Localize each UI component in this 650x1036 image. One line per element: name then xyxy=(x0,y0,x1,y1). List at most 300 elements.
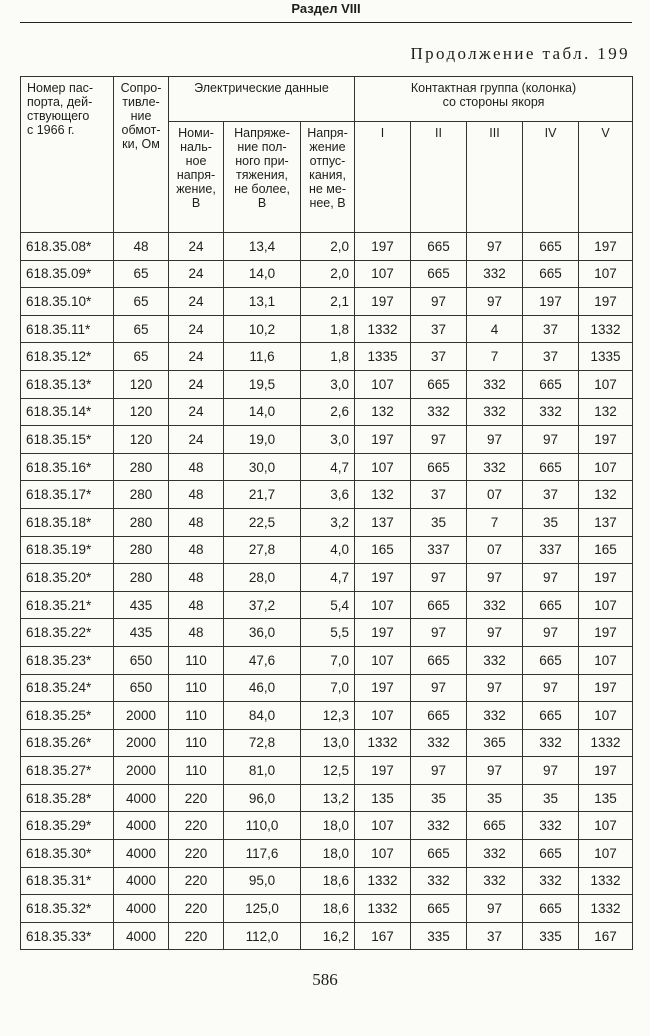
cell-nominal-voltage: 24 xyxy=(169,398,224,426)
cell-contact-4: 665 xyxy=(523,370,579,398)
cell-contact-1: 197 xyxy=(355,288,411,316)
cell-nominal-voltage: 110 xyxy=(169,757,224,785)
cell-contact-3: 332 xyxy=(467,591,523,619)
cell-contact-3: 97 xyxy=(467,674,523,702)
cell-pull-in-voltage: 36,0 xyxy=(224,619,301,647)
cell-pull-in-voltage: 47,6 xyxy=(224,646,301,674)
cell-contact-5: 107 xyxy=(579,370,633,398)
cell-pull-in-voltage: 81,0 xyxy=(224,757,301,785)
cell-contact-4: 37 xyxy=(523,481,579,509)
cell-contact-5: 165 xyxy=(579,536,633,564)
cell-resistance: 48 xyxy=(114,233,169,261)
table-row xyxy=(21,343,633,371)
cell-nominal-voltage: 220 xyxy=(169,784,224,812)
cell-nominal-voltage: 48 xyxy=(169,453,224,481)
cell-release-voltage: 4,7 xyxy=(301,453,355,481)
cell-resistance: 4000 xyxy=(114,922,169,950)
cell-contact-4: 665 xyxy=(523,453,579,481)
cell-pull-in-voltage: 28,0 xyxy=(224,564,301,592)
cell-resistance: 2000 xyxy=(114,757,169,785)
cell-contact-1: 197 xyxy=(355,233,411,261)
cell-release-voltage: 2,0 xyxy=(301,233,355,261)
cell-nominal-voltage: 220 xyxy=(169,867,224,895)
cell-pull-in-voltage: 10,2 xyxy=(224,315,301,343)
cell-contact-5: 135 xyxy=(579,784,633,812)
table-row xyxy=(21,481,633,509)
cell-release-voltage: 18,0 xyxy=(301,840,355,868)
header-contact-column-5: V xyxy=(579,122,633,233)
cell-contact-2: 97 xyxy=(411,619,467,647)
cell-contact-4: 665 xyxy=(523,260,579,288)
cell-contact-2: 665 xyxy=(411,370,467,398)
table-row xyxy=(21,453,633,481)
cell-contact-3: 7 xyxy=(467,508,523,536)
cell-contact-2: 97 xyxy=(411,426,467,454)
cell-contact-2: 37 xyxy=(411,481,467,509)
cell-contact-1: 167 xyxy=(355,922,411,950)
table-row xyxy=(21,370,633,398)
cell-pull-in-voltage: 46,0 xyxy=(224,674,301,702)
cell-nominal-voltage: 220 xyxy=(169,840,224,868)
cell-contact-5: 107 xyxy=(579,260,633,288)
cell-contact-3: 365 xyxy=(467,729,523,757)
cell-contact-3: 37 xyxy=(467,922,523,950)
cell-passport-number: 618.35.22* xyxy=(21,619,114,647)
cell-pull-in-voltage: 95,0 xyxy=(224,867,301,895)
cell-contact-3: 332 xyxy=(467,646,523,674)
cell-contact-5: 197 xyxy=(579,426,633,454)
cell-resistance: 65 xyxy=(114,343,169,371)
cell-release-voltage: 3,0 xyxy=(301,426,355,454)
cell-contact-4: 197 xyxy=(523,288,579,316)
cell-resistance: 4000 xyxy=(114,840,169,868)
table-row xyxy=(21,729,633,757)
cell-passport-number: 618.35.13* xyxy=(21,370,114,398)
cell-pull-in-voltage: 37,2 xyxy=(224,591,301,619)
header-winding-resistance: Сопро- тивле- ние обмот- ки, Ом xyxy=(114,77,169,233)
cell-pull-in-voltage: 21,7 xyxy=(224,481,301,509)
cell-release-voltage: 2,0 xyxy=(301,260,355,288)
cell-release-voltage: 1,8 xyxy=(301,315,355,343)
table-row xyxy=(21,812,633,840)
header-passport-number: Номер пас- порта, дей- ствующего с 1966 г. xyxy=(21,77,114,233)
cell-resistance: 650 xyxy=(114,674,169,702)
cell-contact-1: 107 xyxy=(355,453,411,481)
cell-passport-number: 618.35.21* xyxy=(21,591,114,619)
cell-contact-3: 332 xyxy=(467,260,523,288)
cell-contact-1: 197 xyxy=(355,564,411,592)
cell-nominal-voltage: 110 xyxy=(169,729,224,757)
table-row xyxy=(21,426,633,454)
cell-passport-number: 618.35.28* xyxy=(21,784,114,812)
cell-contact-5: 132 xyxy=(579,481,633,509)
header-contact-column-1: I xyxy=(355,122,411,233)
cell-nominal-voltage: 24 xyxy=(169,260,224,288)
table-row xyxy=(21,564,633,592)
cell-contact-5: 1332 xyxy=(579,315,633,343)
table-row xyxy=(21,315,633,343)
cell-resistance: 2000 xyxy=(114,729,169,757)
cell-contact-5: 197 xyxy=(579,564,633,592)
cell-contact-1: 107 xyxy=(355,702,411,730)
cell-nominal-voltage: 220 xyxy=(169,812,224,840)
cell-resistance: 65 xyxy=(114,260,169,288)
table-row xyxy=(21,840,633,868)
cell-passport-number: 618.35.11* xyxy=(21,315,114,343)
cell-nominal-voltage: 48 xyxy=(169,536,224,564)
cell-contact-2: 665 xyxy=(411,233,467,261)
cell-contact-3: 332 xyxy=(467,702,523,730)
cell-passport-number: 618.35.23* xyxy=(21,646,114,674)
cell-passport-number: 618.35.24* xyxy=(21,674,114,702)
cell-contact-1: 132 xyxy=(355,398,411,426)
cell-contact-3: 97 xyxy=(467,233,523,261)
cell-contact-2: 665 xyxy=(411,702,467,730)
cell-contact-3: 7 xyxy=(467,343,523,371)
cell-nominal-voltage: 220 xyxy=(169,895,224,923)
cell-contact-1: 107 xyxy=(355,840,411,868)
cell-contact-3: 332 xyxy=(467,453,523,481)
cell-contact-4: 665 xyxy=(523,840,579,868)
cell-contact-2: 665 xyxy=(411,895,467,923)
page-number: 586 xyxy=(312,970,338,989)
table-row xyxy=(21,702,633,730)
cell-release-voltage: 18,6 xyxy=(301,867,355,895)
cell-passport-number: 618.35.12* xyxy=(21,343,114,371)
cell-pull-in-voltage: 19,0 xyxy=(224,426,301,454)
cell-resistance: 2000 xyxy=(114,702,169,730)
cell-contact-1: 197 xyxy=(355,619,411,647)
table-row xyxy=(21,674,633,702)
cell-nominal-voltage: 24 xyxy=(169,343,224,371)
cell-contact-4: 97 xyxy=(523,619,579,647)
cell-resistance: 120 xyxy=(114,370,169,398)
cell-nominal-voltage: 48 xyxy=(169,564,224,592)
cell-contact-3: 97 xyxy=(467,564,523,592)
cell-contact-2: 97 xyxy=(411,757,467,785)
header-nominal-voltage: Номи- наль- ное напря- жение, В xyxy=(169,122,224,233)
cell-contact-1: 197 xyxy=(355,757,411,785)
cell-release-voltage: 7,0 xyxy=(301,646,355,674)
cell-nominal-voltage: 48 xyxy=(169,481,224,509)
cell-release-voltage: 2,6 xyxy=(301,398,355,426)
cell-nominal-voltage: 220 xyxy=(169,922,224,950)
cell-passport-number: 618.35.14* xyxy=(21,398,114,426)
cell-passport-number: 618.35.08* xyxy=(21,233,114,261)
cell-contact-3: 07 xyxy=(467,536,523,564)
table-row xyxy=(21,646,633,674)
cell-pull-in-voltage: 14,0 xyxy=(224,398,301,426)
table-row xyxy=(21,233,633,261)
cell-contact-3: 97 xyxy=(467,619,523,647)
cell-release-voltage: 13,2 xyxy=(301,784,355,812)
cell-resistance: 4000 xyxy=(114,784,169,812)
cell-contact-2: 332 xyxy=(411,398,467,426)
table-row xyxy=(21,288,633,316)
cell-passport-number: 618.35.15* xyxy=(21,426,114,454)
header-contact-column-3: III xyxy=(467,122,523,233)
cell-resistance: 650 xyxy=(114,646,169,674)
cell-contact-5: 132 xyxy=(579,398,633,426)
cell-contact-4: 97 xyxy=(523,564,579,592)
cell-pull-in-voltage: 13,4 xyxy=(224,233,301,261)
cell-nominal-voltage: 110 xyxy=(169,674,224,702)
cell-release-voltage: 3,6 xyxy=(301,481,355,509)
cell-contact-4: 665 xyxy=(523,895,579,923)
cell-contact-4: 37 xyxy=(523,343,579,371)
cell-contact-1: 132 xyxy=(355,481,411,509)
cell-contact-2: 37 xyxy=(411,315,467,343)
header-release-voltage: Напря- жение отпус- кания, не ме- нее, В xyxy=(301,122,355,233)
cell-pull-in-voltage: 117,6 xyxy=(224,840,301,868)
cell-passport-number: 618.35.19* xyxy=(21,536,114,564)
cell-release-voltage: 12,3 xyxy=(301,702,355,730)
section-header xyxy=(20,0,632,23)
cell-contact-3: 665 xyxy=(467,812,523,840)
cell-contact-1: 197 xyxy=(355,674,411,702)
cell-contact-1: 107 xyxy=(355,646,411,674)
table-row xyxy=(21,591,633,619)
cell-passport-number: 618.35.18* xyxy=(21,508,114,536)
cell-release-voltage: 3,0 xyxy=(301,370,355,398)
cell-resistance: 280 xyxy=(114,564,169,592)
cell-contact-5: 167 xyxy=(579,922,633,950)
table-row xyxy=(21,398,633,426)
cell-contact-1: 107 xyxy=(355,591,411,619)
cell-nominal-voltage: 24 xyxy=(169,426,224,454)
cell-pull-in-voltage: 112,0 xyxy=(224,922,301,950)
cell-contact-4: 665 xyxy=(523,646,579,674)
cell-contact-2: 665 xyxy=(411,840,467,868)
cell-nominal-voltage: 24 xyxy=(169,315,224,343)
cell-passport-number: 618.35.29* xyxy=(21,812,114,840)
header-contact-column-4: IV xyxy=(523,122,579,233)
cell-contact-2: 337 xyxy=(411,536,467,564)
cell-contact-3: 97 xyxy=(467,288,523,316)
table-row xyxy=(21,922,633,950)
cell-nominal-voltage: 24 xyxy=(169,288,224,316)
cell-contact-5: 107 xyxy=(579,702,633,730)
cell-contact-4: 335 xyxy=(523,922,579,950)
cell-contact-3: 97 xyxy=(467,757,523,785)
cell-nominal-voltage: 110 xyxy=(169,646,224,674)
header-electrical-data: Электрические данные xyxy=(169,77,355,122)
cell-contact-3: 332 xyxy=(467,370,523,398)
cell-contact-5: 1332 xyxy=(579,895,633,923)
cell-contact-2: 97 xyxy=(411,564,467,592)
cell-contact-5: 1332 xyxy=(579,729,633,757)
cell-contact-2: 332 xyxy=(411,812,467,840)
cell-contact-1: 107 xyxy=(355,260,411,288)
cell-nominal-voltage: 48 xyxy=(169,508,224,536)
cell-contact-4: 665 xyxy=(523,233,579,261)
cell-release-voltage: 18,6 xyxy=(301,895,355,923)
table-row xyxy=(21,784,633,812)
cell-nominal-voltage: 24 xyxy=(169,370,224,398)
cell-release-voltage: 13,0 xyxy=(301,729,355,757)
cell-resistance: 4000 xyxy=(114,895,169,923)
cell-pull-in-voltage: 96,0 xyxy=(224,784,301,812)
cell-contact-1: 1332 xyxy=(355,867,411,895)
cell-contact-5: 197 xyxy=(579,757,633,785)
cell-nominal-voltage: 110 xyxy=(169,702,224,730)
cell-release-voltage: 4,0 xyxy=(301,536,355,564)
cell-contact-4: 665 xyxy=(523,591,579,619)
cell-resistance: 280 xyxy=(114,536,169,564)
cell-contact-5: 197 xyxy=(579,288,633,316)
cell-contact-2: 665 xyxy=(411,591,467,619)
table-row xyxy=(21,757,633,785)
cell-contact-3: 97 xyxy=(467,895,523,923)
cell-release-voltage: 1,8 xyxy=(301,343,355,371)
cell-passport-number: 618.35.20* xyxy=(21,564,114,592)
cell-contact-3: 4 xyxy=(467,315,523,343)
cell-resistance: 435 xyxy=(114,619,169,647)
cell-nominal-voltage: 24 xyxy=(169,233,224,261)
cell-contact-4: 37 xyxy=(523,315,579,343)
cell-contact-2: 37 xyxy=(411,343,467,371)
cell-pull-in-voltage: 22,5 xyxy=(224,508,301,536)
cell-contact-4: 332 xyxy=(523,812,579,840)
cell-contact-2: 335 xyxy=(411,922,467,950)
cell-contact-3: 07 xyxy=(467,481,523,509)
cell-contact-5: 1335 xyxy=(579,343,633,371)
header-contact-group: Контактная группа (колонка) со стороны якоря xyxy=(355,77,633,122)
cell-contact-3: 97 xyxy=(467,426,523,454)
cell-contact-2: 665 xyxy=(411,646,467,674)
cell-contact-5: 197 xyxy=(579,674,633,702)
cell-passport-number: 618.35.10* xyxy=(21,288,114,316)
cell-contact-1: 1332 xyxy=(355,895,411,923)
cell-release-voltage: 12,5 xyxy=(301,757,355,785)
header-pull-in-voltage: Напряже- ние пол- ного при- тяжения, не более, В xyxy=(224,122,301,233)
cell-contact-4: 665 xyxy=(523,702,579,730)
cell-passport-number: 618.35.25* xyxy=(21,702,114,730)
cell-contact-4: 337 xyxy=(523,536,579,564)
cell-contact-5: 137 xyxy=(579,508,633,536)
cell-passport-number: 618.35.32* xyxy=(21,895,114,923)
cell-passport-number: 618.35.30* xyxy=(21,840,114,868)
cell-contact-1: 107 xyxy=(355,370,411,398)
cell-contact-2: 35 xyxy=(411,784,467,812)
cell-contact-2: 665 xyxy=(411,453,467,481)
cell-nominal-voltage: 48 xyxy=(169,619,224,647)
cell-contact-4: 35 xyxy=(523,784,579,812)
cell-contact-1: 137 xyxy=(355,508,411,536)
cell-contact-5: 197 xyxy=(579,233,633,261)
table-body xyxy=(21,233,633,950)
table-row xyxy=(21,895,633,923)
cell-pull-in-voltage: 13,1 xyxy=(224,288,301,316)
cell-contact-5: 107 xyxy=(579,453,633,481)
cell-pull-in-voltage: 19,5 xyxy=(224,370,301,398)
cell-resistance: 120 xyxy=(114,398,169,426)
cell-contact-3: 332 xyxy=(467,840,523,868)
cell-contact-5: 197 xyxy=(579,619,633,647)
table-row xyxy=(21,536,633,564)
table-row xyxy=(21,260,633,288)
cell-passport-number: 618.35.27* xyxy=(21,757,114,785)
cell-contact-5: 107 xyxy=(579,646,633,674)
cell-pull-in-voltage: 110,0 xyxy=(224,812,301,840)
cell-contact-4: 332 xyxy=(523,398,579,426)
cell-resistance: 280 xyxy=(114,508,169,536)
cell-contact-5: 107 xyxy=(579,812,633,840)
cell-resistance: 4000 xyxy=(114,867,169,895)
cell-pull-in-voltage: 11,6 xyxy=(224,343,301,371)
cell-resistance: 120 xyxy=(114,426,169,454)
cell-pull-in-voltage: 30,0 xyxy=(224,453,301,481)
cell-contact-1: 165 xyxy=(355,536,411,564)
cell-passport-number: 618.35.09* xyxy=(21,260,114,288)
cell-contact-1: 107 xyxy=(355,812,411,840)
cell-release-voltage: 5,5 xyxy=(301,619,355,647)
cell-resistance: 65 xyxy=(114,315,169,343)
section-title: Раздел VIII xyxy=(291,1,361,16)
table-caption: Продолжение табл. 199 xyxy=(410,44,630,63)
cell-resistance: 65 xyxy=(114,288,169,316)
cell-resistance: 435 xyxy=(114,591,169,619)
cell-pull-in-voltage: 125,0 xyxy=(224,895,301,923)
cell-release-voltage: 5,4 xyxy=(301,591,355,619)
cell-contact-5: 107 xyxy=(579,591,633,619)
cell-contact-3: 332 xyxy=(467,398,523,426)
cell-pull-in-voltage: 84,0 xyxy=(224,702,301,730)
cell-release-voltage: 18,0 xyxy=(301,812,355,840)
relay-table xyxy=(20,76,633,950)
cell-passport-number: 618.35.16* xyxy=(21,453,114,481)
table-row xyxy=(21,508,633,536)
cell-release-voltage: 2,1 xyxy=(301,288,355,316)
cell-contact-2: 665 xyxy=(411,260,467,288)
cell-pull-in-voltage: 72,8 xyxy=(224,729,301,757)
cell-nominal-voltage: 48 xyxy=(169,591,224,619)
cell-release-voltage: 3,2 xyxy=(301,508,355,536)
cell-contact-4: 35 xyxy=(523,508,579,536)
cell-contact-1: 135 xyxy=(355,784,411,812)
cell-contact-2: 97 xyxy=(411,288,467,316)
cell-contact-5: 1332 xyxy=(579,867,633,895)
cell-contact-2: 97 xyxy=(411,674,467,702)
cell-contact-4: 332 xyxy=(523,729,579,757)
cell-resistance: 280 xyxy=(114,481,169,509)
cell-release-voltage: 4,7 xyxy=(301,564,355,592)
cell-contact-5: 107 xyxy=(579,840,633,868)
cell-passport-number: 618.35.31* xyxy=(21,867,114,895)
cell-contact-2: 332 xyxy=(411,729,467,757)
cell-resistance: 4000 xyxy=(114,812,169,840)
cell-passport-number: 618.35.26* xyxy=(21,729,114,757)
cell-pull-in-voltage: 14,0 xyxy=(224,260,301,288)
cell-contact-4: 97 xyxy=(523,426,579,454)
cell-release-voltage: 16,2 xyxy=(301,922,355,950)
cell-contact-4: 332 xyxy=(523,867,579,895)
cell-contact-3: 332 xyxy=(467,867,523,895)
cell-contact-4: 97 xyxy=(523,757,579,785)
cell-contact-2: 332 xyxy=(411,867,467,895)
cell-passport-number: 618.35.33* xyxy=(21,922,114,950)
cell-passport-number: 618.35.17* xyxy=(21,481,114,509)
table-row xyxy=(21,619,633,647)
cell-contact-1: 1332 xyxy=(355,315,411,343)
cell-contact-1: 1332 xyxy=(355,729,411,757)
cell-release-voltage: 7,0 xyxy=(301,674,355,702)
cell-contact-1: 1335 xyxy=(355,343,411,371)
cell-contact-2: 35 xyxy=(411,508,467,536)
header-contact-column-2: II xyxy=(411,122,467,233)
table-header xyxy=(21,77,633,233)
cell-contact-1: 197 xyxy=(355,426,411,454)
